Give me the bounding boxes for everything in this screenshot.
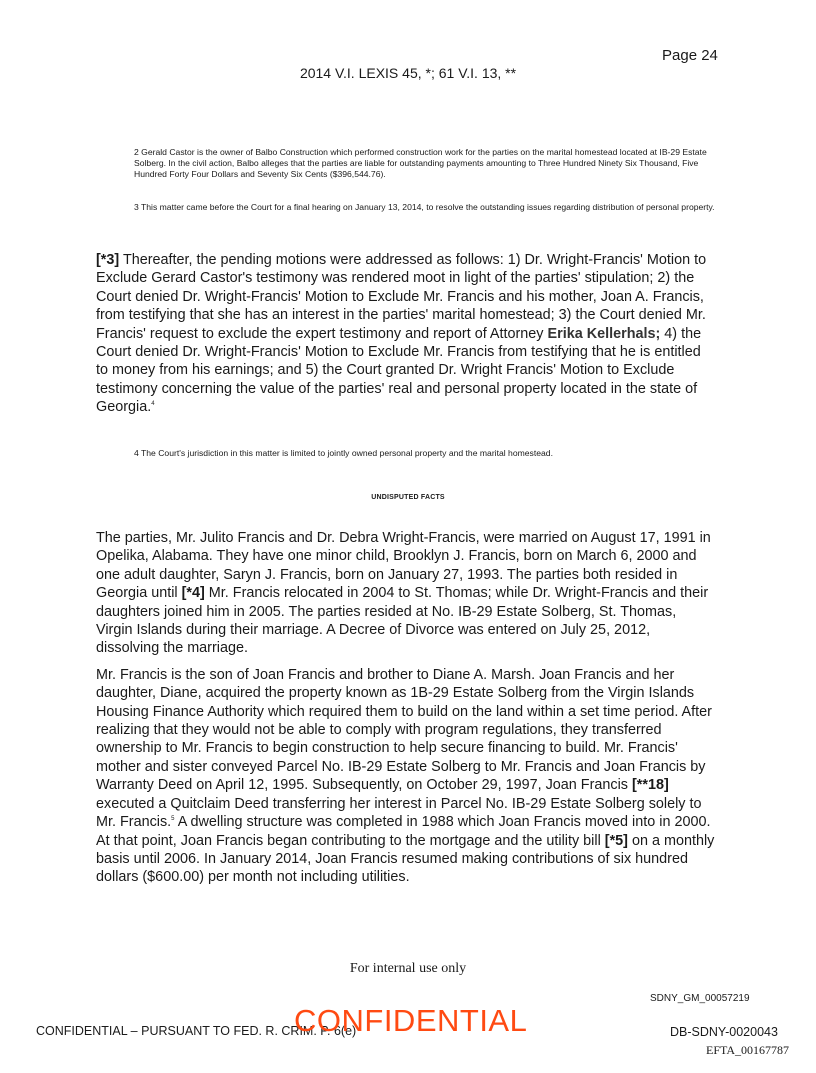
paragraph-property: Mr. Francis is the son of Joan Francis and brother to Diane A. Marsh. Joan Francis and her daughter, Diane, acquired the property known as 1B-29 Estate Solberg from the Virgin Islands Housing Finance Authority which required them to build on the land within a set time period. After realizing that they would not be able to comply with program regulations, they transferred ownership to Mr. Francis to begin construction to help secure financing to build. Mr. Francis' mother and sister conveyed Parcel No. IB-29 Estate Solberg to Mr. Francis and Joan Francis by Warranty Deed on April 12, 1995. Subsequently, on October 29, 1997, Joan Francis [**18] executed a Quitclaim Deed transferring her interest in Parcel No. IB-29 Estate Solberg solely to Mr. Francis.$^5$ A dwelling structure was completed in 1988 which Joan Francis moved into in 2000. At that point, Joan Francis began contributing to the mortgage and the utility bill [*5] on a monthly basis until 2006. In January 2014, Joan Francis resumed making contributions of six hundred dollars ($600.00) per month not including utilities. xyxy=(96,666,715,886)
paragraph-motions xyxy=(96,251,716,425)
case-citation: 2014 V.I. LEXIS 45, *; 61 V.I. 13, ** xyxy=(299,65,517,81)
page-number: Page 24 xyxy=(662,47,718,64)
star-page-marker: [*3] xyxy=(96,252,120,268)
paragraph-text: 4) the Court denied Dr. Wright-Francis' Motion to Exclude Mr. Francis from testifying that he is entitled to money from his earnings; and 5) the Court granted Dr. Wright Francis' Motion to Exclude testimony concerning the value of the parties' real and personal property located in the state of Georgia. xyxy=(96,325,702,416)
footnote-4: 4 The Court's jurisdiction in this matter is limited to jointly owned personal property and the marital homestead. xyxy=(134,448,553,458)
footnote-2: 2 Gerald Castor is the owner of Balbo Construction which performed construction work for the parties on the marital homestead located at IB-29 Estate Solberg. In the civil action, Balbo alleges that the parties are liable for outstanding payments amounting to Three Hundred Ninety Six Thousand, Five Hundred Forty Four Dollars and Seventy Six Cents ($396,544.76). xyxy=(134,147,707,179)
footnote-3: 3 This matter came before the Court for a final hearing on January 13, 2014, to resolve the outstanding issues regarding distribution of personal property. xyxy=(134,202,715,212)
paragraph-parties: The parties, Mr. Julito Francis and Dr. Debra Wright-Francis, were married on August 17, 1991 in Opelika, Alabama. They have one minor child, Brooklyn J. Francis, born on March 6, 2000 and one adult daughter, Saryn J. Francis, born on January 27, 1993. The parties both resided in Georgia until [*4] Mr. Francis relocated in 2004 to St. Thomas; while Dr. Wright-Francis and their daughters joined him in 2005. The parties resided at No. IB-29 Estate Solberg, St. Thomas, Virgin Islands during their marriage. A Decree of Divorce was entered on July 25, 2012, dissolving the marriage. xyxy=(96,530,711,657)
efta-number: EFTA_00167787 xyxy=(706,1043,790,1057)
footnote-ref: 5 xyxy=(171,816,175,823)
facts-body xyxy=(96,529,716,895)
section-heading: UNDISPUTED FACTS xyxy=(371,494,445,501)
internal-use-notice: For internal use only xyxy=(349,961,467,976)
star-page-marker: [*4] xyxy=(181,585,205,602)
footnote-ref: 4 xyxy=(151,401,155,408)
confidential-stamp: CONFIDENTIAL xyxy=(294,1003,528,1038)
confidential-notice: CONFIDENTIAL – PURSUANT TO FED. R. CRIM. P. 6(e) xyxy=(36,1024,357,1038)
attorney-name: Erika Kellerhals; xyxy=(547,325,661,342)
paragraph-text: Thereafter, the pending motions were addressed as follows: 1) Dr. Wright-Francis' Motion to Exclude Gerard Castor's testimony was rendered moot in light of the parties' stipulation; 2) the Court denied Dr. Wright-Francis' Motion to Exclude Mr. Francis and his mother, Joan A. Francis, from testifying that she has an interest in the parties' marital homestead; 3) the Court denied Mr. Francis' request to exclude the expert testimony and report of Attorney xyxy=(96,252,707,342)
bates-sdny-gm: SDNY_GM_00057219 xyxy=(650,993,750,1004)
bates-db-sdny: DB-SDNY-0020043 xyxy=(670,1025,778,1039)
star-page-marker: [**18] xyxy=(631,777,669,794)
star-page-marker: [*5] xyxy=(604,832,628,849)
